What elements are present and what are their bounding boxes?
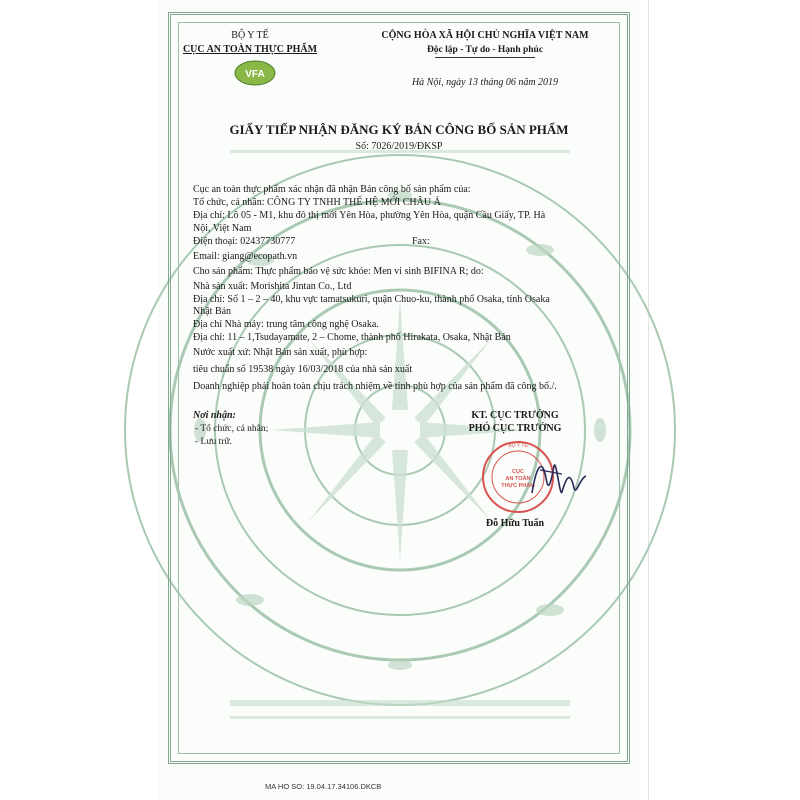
svg-text:BỘ Y TẾ: BỘ Y TẾ — [508, 443, 528, 449]
signature-title-line2: PHÓ CỤC TRƯỞNG — [468, 423, 562, 434]
motto-underline — [435, 57, 535, 58]
registration-number: Số: 7026/2019/ĐKSP — [355, 141, 443, 152]
svg-text:VFA: VFA — [245, 69, 265, 80]
body-line-organization: Tổ chức, cá nhân: CÔNG TY TNHH THẾ HỆ MỚI CHÂU Á — [193, 197, 441, 208]
body-line-manufacturer-address-cont: Nhật Bản — [193, 306, 232, 317]
body-line-product: Cho sản phẩm: Thực phẩm bảo vệ sức khỏe: Men vi sinh BIFINA R; do: — [193, 266, 484, 277]
svg-text:CỤC: CỤC — [512, 469, 524, 475]
body-line-phone: Điện thoại: 02437730777 — [193, 236, 296, 247]
recipient-item: - Tổ chức, cá nhân; — [195, 424, 269, 434]
body-line-fax: Fax: — [412, 236, 430, 247]
vfa-logo-icon — [233, 58, 277, 88]
recipients-heading: Nơi nhận: — [193, 410, 236, 421]
signer-name: Đỗ Hữu Tuấn — [485, 518, 545, 529]
signature-title-line1: KT. CỤC TRƯỞNG — [471, 410, 559, 421]
issue-date: Hà Nội, ngày 13 tháng 06 năm 2019 — [411, 77, 559, 88]
body-line-intro: Cục an toàn thực phẩm xác nhận đã nhận Bản công bố sản phẩm của: — [193, 184, 471, 195]
body-line-origin: Nước xuất xứ: Nhật Bản sản xuất, phù hợp: — [193, 347, 368, 358]
handwritten-signature — [522, 448, 592, 508]
body-line-email: Email: giang@ecopath.vn — [193, 251, 298, 262]
recipient-item: - Lưu trữ. — [195, 437, 232, 447]
national-motto: Độc lập - Tự do - Hạnh phúc — [426, 45, 544, 55]
svg-text:THỰC PHẨM: THỰC PHẨM — [501, 483, 535, 489]
body-line-responsibility: Doanh nghiệp phải hoàn toàn chịu trách nhiệm về tính phù hợp của sản phẩm đã công bố./. — [193, 381, 557, 392]
body-line-manufacturer-address: Địa chỉ: Số 1 – 2 – 40, khu vực tamatsukuri, quận Chuo-ku, thành phố Osaka, tỉnh Osaka — [193, 294, 550, 305]
ministry-name: BỘ Y TẾ — [231, 30, 269, 41]
body-line-factory-address: Địa chỉ: 11 – 1,Tsudayamate, 2 – Chome, thành phố Hirakata, Osaka, Nhật Bản — [193, 332, 511, 343]
body-line-address-cont: Nội, Việt Nam — [193, 223, 252, 234]
body-line-factory: Địa chỉ Nhà máy: trung tâm công nghệ Osaka. — [193, 319, 379, 330]
republic-name: CỘNG HÒA XÃ HỘI CHỦ NGHĨA VIỆT NAM — [381, 30, 589, 41]
body-line-address: Địa chỉ: Lô 05 - M1, khu đô thị mới Yên Hòa, phường Yên Hòa, quận Cầu Giấy, TP. Hà — [193, 210, 546, 221]
svg-text:AN TOÀN: AN TOÀN — [505, 476, 531, 482]
body-line-manufacturer: Nhà sản xuất: Morishita Jintan Co., Ltd — [193, 281, 352, 292]
document-title: GIẤY TIẾP NHẬN ĐĂNG KÝ BẢN CÔNG BỐ SẢN PHẨM — [229, 122, 569, 137]
agency-name: CỤC AN TOÀN THỰC PHẨM — [182, 44, 318, 55]
body-line-standard: tiêu chuẩn số 19538 ngày 16/03/2018 của nhà sản xuất — [193, 364, 413, 375]
dossier-code: MA HO SO: 19.04.17.34106.DKCB — [265, 782, 382, 791]
